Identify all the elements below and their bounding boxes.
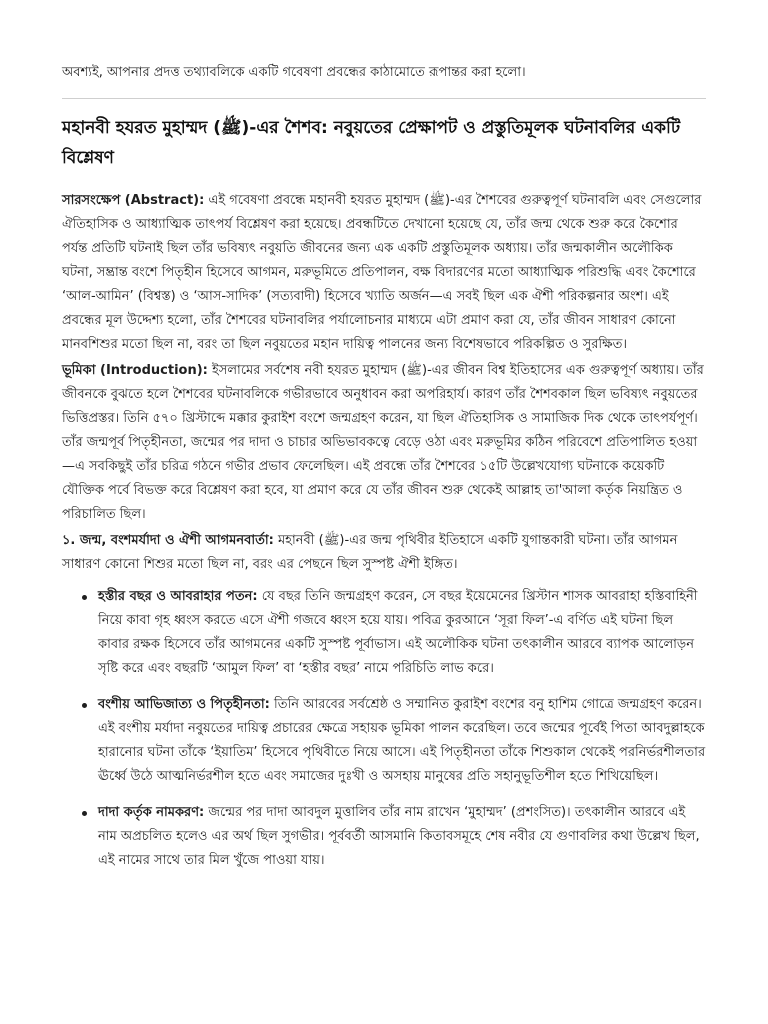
bullet-heading: বংশীয় আভিজাত্য ও পিতৃহীনতা: <box>98 697 270 712</box>
intro-line: অবশ্যই, আপনার প্রদত্ত তথ্যাবলিকে একটি গবেষণা প্রবন্ধের কাঠামোতে রূপান্তর করা হলো। <box>62 65 526 80</box>
section-1-paragraph <box>62 529 706 577</box>
introduction-paragraph <box>62 359 706 527</box>
bullet-heading: হস্তীর বছর ও আবরাহার পতন: <box>98 589 258 604</box>
divider <box>62 98 706 99</box>
introduction-heading: ভূমিকা (Introduction): <box>62 363 208 378</box>
bullet-dot-icon <box>82 595 87 600</box>
introduction-body: ইসলামের সর্বশেষ নবী হযরত মুহাম্মদ (ﷺ)-এর জীবন বিশ্ব ইতিহাসের এক গুরুত্বপূর্ণ অধ্যায়। তাঁর জীবনকে বুঝতে হলে শৈশবের ঘটনাবলিকে গভীরভাবে অনুধাবন করা অপরিহার্য। কারণ তাঁর শৈশবকাল ছিল ভবিষ্যৎ নবুয়তের ভিত্তিপ্রস্তর। তিনি ৫৭০ খ্রিস্টাব্দে মক্কার কুরাইশ বংশে জন্মগ্রহণ করেন, যা ছিল ঐতিহাসিক ও সামাজিক দিক থেকে তাৎপর্যপূর্ণ। তাঁর জন্মপূর্ব পিতৃহীনতা, জন্মের পর দাদা ও চাচার অভিভাবকত্বে বেড়ে ওঠা এবং মরুভূমির কঠিন পরিবেশে প্রতিপালিত হওয়া—এ সবকিছুই তাঁর চরিত্র গঠনে গভীর প্রভাব ফেলেছিল। এই প্রবন্ধে তাঁর শৈশবের ১৫টি উল্লেখযোগ্য ঘটনাকে কয়েকটি যৌক্তিক পর্বে বিভক্ত করে বিশ্লেষণ করা হবে, যা প্রমাণ করে যে তাঁর জীবন শুরু থেকেই আল্লাহ তা'আলা কর্তৃক নিয়ন্ত্রিত ও পরিচালিত ছিল। <box>62 363 704 522</box>
page-title: মহানবী হযরত মুহাম্মদ (ﷺ)-এর শৈশব: নবুয়তের প্রেক্ষাপট ও প্রস্তুতিমূলক ঘটনাবলির একটি বিশ্লেষণ <box>62 118 681 168</box>
bullet-heading: দাদা কর্তৃক নামকরণ: <box>98 805 205 820</box>
section-1-bullet-list <box>62 585 706 873</box>
section-1-body: মহানবী (ﷺ)-এর জন্ম পৃথিবীর ইতিহাসে একটি যুগান্তকারী ঘটনা। তাঁর আগমন সাধারণ কোনো শিশুর মতো ছিল না, বরং এর পেছনে ছিল সুস্পষ্ট ঐশী ইঙ্গিত। <box>62 533 678 572</box>
abstract-body: এই গবেষণা প্রবন্ধে মহানবী হযরত মুহাম্মদ (ﷺ)-এর শৈশবের গুরুত্বপূর্ণ ঘটনাবলি এবং সেগুলোর ঐতিহাসিক ও আধ্যাত্মিক তাৎপর্য বিশ্লেষণ করা হয়েছে। প্রবন্ধটিতে দেখানো হয়েছে যে, তাঁর জন্ম থেকে শুরু করে কৈশোর পর্যন্ত প্রতিটি ঘটনাই ছিল তাঁর ভবিষ্যৎ নবুয়তি জীবনের জন্য এক একটি প্রস্তুতিমূলক অধ্যায়। তাঁর জন্মকালীন অলৌকিক ঘটনা, সম্ভ্রান্ত বংশে পিতৃহীন হিসেবে আগমন, মরুভূমিতে প্রতিপালন, বক্ষ বিদারণের মতো আধ্যাত্মিক পরিশুদ্ধি এবং কৈশোরে ‘আল-আমিন’ (বিশ্বস্ত) ও ‘আস-সাদিক’ (সত্যবাদী) হিসেবে খ্যাতি অর্জন—এ সবই ছিল এক ঐশী পরিকল্পনার অংশ। এই প্রবন্ধের মূল উদ্দেশ্য হলো, তাঁর শৈশবের ঘটনাবলির পর্যালোচনার মাধ্যমে এটা প্রমাণ করা যে, তাঁর জীবন সাধারণ কোনো মানবশিশুর মতো ছিল না, বরং তা ছিল নবুয়তের মহান দায়িত্ব পালনের জন্য বিশেষভাবে পরিকল্পিত ও সুরক্ষিত। <box>62 193 702 352</box>
bullet-body: জন্মের পর দাদা আবদুল মুত্তালিব তাঁর নাম রাখেন ‘মুহাম্মদ’ (প্রশংসিত)। তৎকালীন আরবে এই নাম অপ্রচলিত হলেও এর অর্থ ছিল সুগভীর। পূর্ববর্তী আসমানি কিতাবসমূহে শেষ নবীর যে গুণাবলির কথা উল্লেখ ছিল, এই নামের সাথে তার মিল খুঁজে পাওয়া যায়। <box>98 805 700 868</box>
bullet-dot-icon <box>82 703 87 708</box>
abstract-heading: সারসংক্ষেপ (Abstract): <box>62 193 205 208</box>
list-item <box>82 585 706 681</box>
bullet-dot-icon <box>82 811 87 816</box>
list-item <box>82 801 706 873</box>
abstract-paragraph <box>62 189 706 357</box>
bullet-body: যে বছর তিনি জন্মগ্রহণ করেন, সে বছর ইয়েমেনের খ্রিস্টান শাসক আবরাহা হস্তিবাহিনী নিয়ে কাবা গৃহ ধ্বংস করতে এসে ঐশী গজবে ধ্বংস হয়ে যায়। পবিত্র কুরআনে ‘সূরা ফিল’-এ বর্ণিত এই ঘটনা ছিল কাবার রক্ষক হিসেবে তাঁর আগমনের একটি সুস্পষ্ট পূর্বাভাস। এই অলৌকিক ঘটনা তৎকালীন আরবে ব্যাপক আলোড়ন সৃষ্টি করে এবং বছরটি ‘আমুল ফিল’ বা ‘হস্তীর বছর’ নামে পরিচিতি লাভ করে। <box>98 589 698 676</box>
section-1-heading: ১. জন্ম, বংশমর্যাদা ও ঐশী আগমনবার্তা: <box>62 533 274 548</box>
bullet-body: তিনি আরবের সর্বশ্রেষ্ঠ ও সম্মানিত কুরাইশ বংশের বনু হাশিম গোত্রে জন্মগ্রহণ করেন। এই বংশীয় মর্যাদা নবুয়তের দায়িত্ব প্রচারের ক্ষেত্রে সহায়ক ভূমিকা পালন করেছিল। তবে জন্মের পূর্বেই পিতা আবদুল্লাহকে হারানোর ঘটনা তাঁকে ‘ইয়াতিম’ হিসেবে পৃথিবীতে নিয়ে আসে। এই পিতৃহীনতা তাঁকে শিশুকাল থেকেই পরনির্ভরশীলতার ঊর্ধ্বে উঠে আত্মনির্ভরশীল হতে এবং সমাজের দুঃখী ও অসহায় মানুষের প্রতি সহানুভূতিশীল হতে শিখিয়েছিল। <box>98 697 706 784</box>
list-item <box>82 693 706 789</box>
